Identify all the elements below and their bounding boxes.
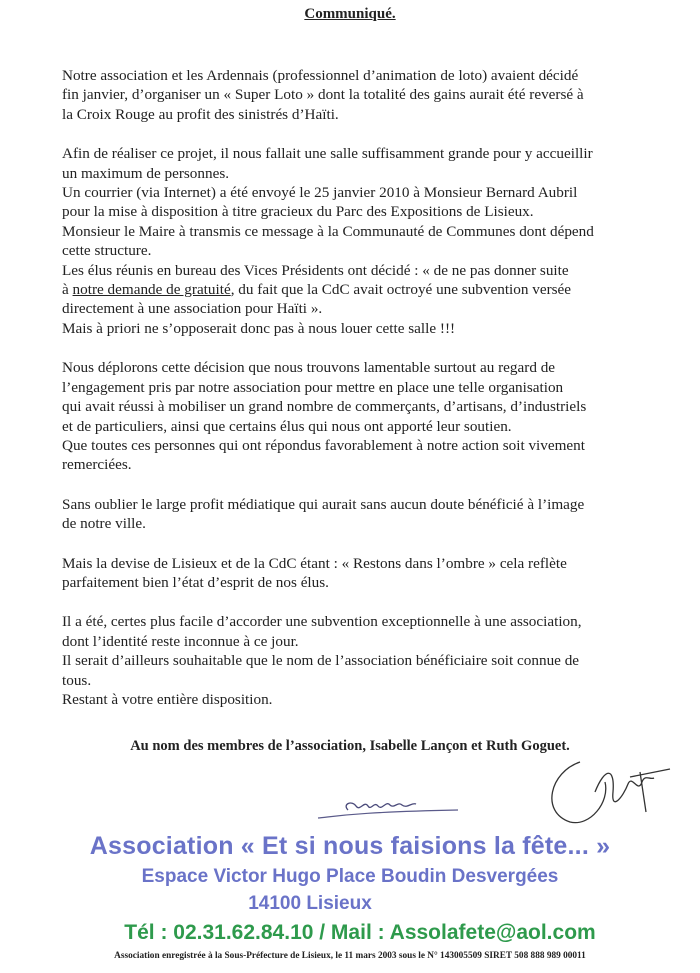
text-line: de notre ville. <box>62 515 146 533</box>
text-line: Mais la devise de Lisieux et de la CdC étant : « Restons dans l’ombre » cela reflète <box>62 554 567 572</box>
association-contact: Tél : 02.31.62.84.10 / Mail : Assolafete@aol.com <box>124 921 596 944</box>
text-line: Les élus réunis en bureau des Vices Présidents ont décidé : « de ne pas donner suite <box>62 261 569 279</box>
text-line: dont l’identité reste inconnue à ce jour. <box>62 632 299 650</box>
text-line: l’engagement pris par notre association pour mettre en place une telle organisation <box>62 378 564 396</box>
text-line: Afin de réaliser ce projet, il nous fallait une salle suffisamment grande pour y accueillir <box>62 145 593 163</box>
text-line: Restant à votre entière disposition. <box>62 690 273 708</box>
association-name: Association « Et si nous faisions la fête... » <box>89 832 611 860</box>
text-line: Il serait d’ailleurs souhaitable que le nom de l’association bénéficiaire soit connue de <box>62 652 580 670</box>
text-line: directement à une association pour Haïti ». <box>62 300 323 318</box>
text-line: Monsieur le Maire à transmis ce message à la Communauté de Communes dont dépend <box>62 222 594 240</box>
text-line: qui avait réussi à mobiliser un grand nombre de commerçants, d’artisans, d’industriels <box>62 398 587 416</box>
handwritten-signature-1 <box>308 790 468 830</box>
paragraph-project <box>62 144 674 299</box>
paragraph-decision <box>62 299 674 338</box>
text-line: Mais à priori ne s’opposerait donc pas à nous louer cette salle !!! <box>62 319 456 337</box>
association-address: Espace Victor Hugo Place Boudin Desvergées <box>141 866 559 887</box>
text-fragment: , du fait que la CdC avait octroyé une subvention versée <box>230 281 572 299</box>
text-line: pour la mise à disposition à titre gracieux du Parc des Expositions de Lisieux. <box>62 203 534 221</box>
text-line-mixed <box>62 280 674 299</box>
text-line: Un courrier (via Internet) a été envoyé le 25 janvier 2010 à Monsieur Bernard Aubril <box>62 184 578 202</box>
text-line: tous. <box>62 671 92 689</box>
text-line: Il a été, certes plus facile d’accorder une subvention exceptionnelle à une association, <box>62 613 582 631</box>
registration-footer: Association enregistrée à la Sous-Préfecture de Lisieux, le 11 mars 2003 sous le N° 143005509 SIRET 508 888 989 00011 <box>114 951 586 961</box>
text-line: Que toutes ces personnes qui ont répondus favorablement à notre action soit vivement <box>62 436 585 454</box>
paragraph-intro <box>62 66 674 124</box>
document-title: Communiqué. <box>304 6 396 22</box>
text-line: Nous déplorons cette décision que nous trouvons lamentable surtout au regard de <box>62 359 556 377</box>
text-line: Notre association et les Ardennais (professionnel d’animation de loto) avaient décidé <box>62 67 579 84</box>
text-line: remerciées. <box>62 456 132 474</box>
text-line: parfaitement bien l’état d’esprit de nos élus. <box>62 573 329 591</box>
paragraph-regret <box>62 358 674 474</box>
text-line: un maximum de personnes. <box>62 164 230 182</box>
text-fragment: à <box>62 281 73 299</box>
text-line: fin janvier, d’organiser un « Super Loto » dont la totalité des gains aurait été reversé à <box>62 86 584 104</box>
text-line: Sans oublier le large profit médiatique qui aurait sans aucun doute bénéficié à l’image <box>62 495 585 513</box>
association-city: 14100 Lisieux <box>248 893 372 914</box>
handwritten-signature-2 <box>540 752 690 832</box>
paragraph-motto <box>62 554 674 593</box>
signatories-line: Au nom des membres de l’association, Isabelle Lançon et Ruth Goguet. <box>130 738 570 754</box>
text-line: et de particuliers, ainsi que certains élus qui nous ont apporté leur soutien. <box>62 417 512 435</box>
text-line: cette structure. <box>62 242 152 260</box>
underlined-text: notre demande de gratuité <box>72 281 231 299</box>
paragraph-closing <box>62 612 674 709</box>
communique-body <box>62 66 674 729</box>
text-line: la Croix Rouge au profit des sinistrés d’Haïti. <box>62 105 339 123</box>
paragraph-media <box>62 495 674 534</box>
